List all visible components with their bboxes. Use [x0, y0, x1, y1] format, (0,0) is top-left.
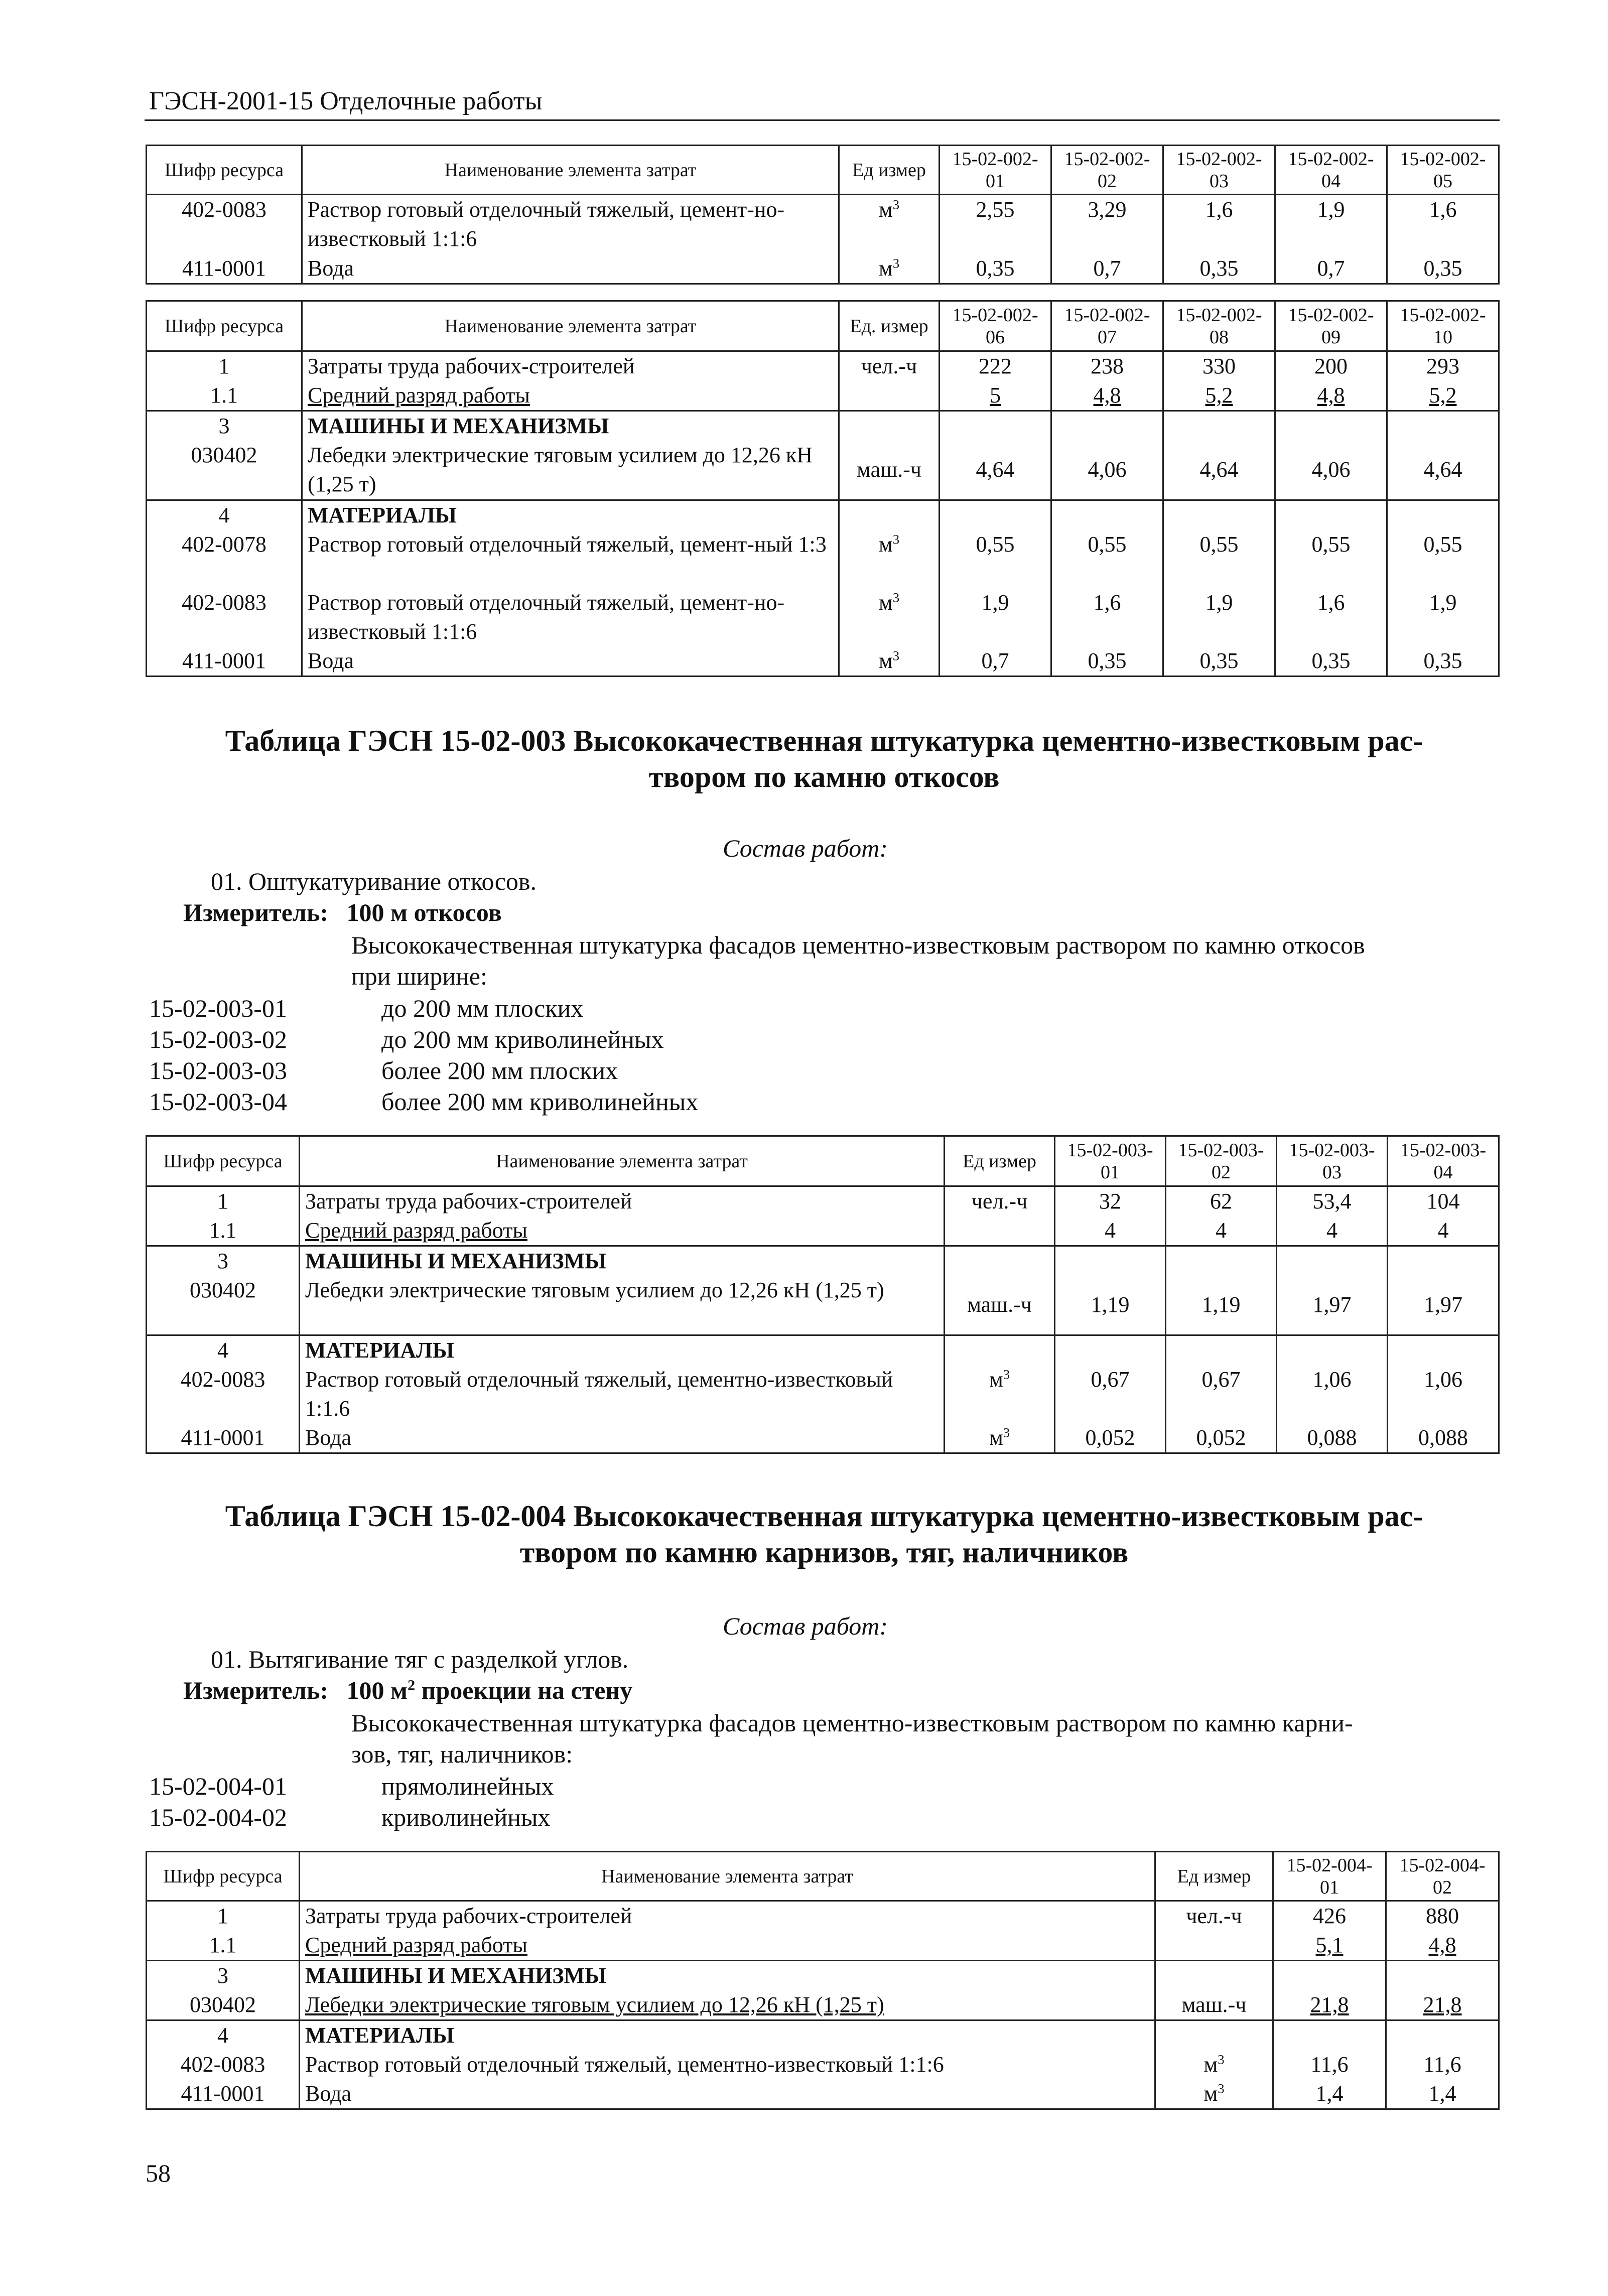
norm-value: 4,8 [1386, 1931, 1499, 1961]
norm-value: 1,9 [1275, 195, 1387, 254]
header-cell: 15-02-002-01 [940, 146, 1051, 195]
norm-value: 1,6 [1387, 195, 1499, 254]
table-row [147, 1276, 1499, 1335]
cost-element-name: Раствор готовый отделочный тяжелый, цемент-ный 1:3 [302, 530, 839, 588]
norm-value: 1,06 [1388, 1365, 1499, 1423]
unit-cell [839, 254, 940, 284]
resource-table-004 [146, 1851, 1500, 2110]
norm-description [351, 1707, 1501, 1770]
unit-superscript: 3 [892, 647, 900, 663]
work-item: 01. Оштукатуривание откосов. [211, 867, 537, 895]
norm-value: 1,9 [1387, 588, 1499, 646]
unit: м [878, 590, 893, 615]
norm-value: 32 [1055, 1186, 1166, 1217]
description-line: Высококачественная штукатурка фасадов цементно-известковым раствором по камню карни- [351, 1709, 1353, 1737]
norm-value [1055, 1335, 1166, 1365]
resource-code: 1.1 [147, 1216, 300, 1246]
norm-value: 0,55 [1051, 530, 1163, 588]
table-row [147, 381, 1499, 411]
norm-value: 0,088 [1388, 1423, 1499, 1453]
resource-code: 402-0083 [147, 2050, 300, 2079]
norm-value: 1,9 [940, 588, 1051, 646]
norm-value [1166, 1246, 1277, 1276]
cost-element-name: Средний разряд работы [300, 1216, 945, 1246]
norm-value: 1,6 [1051, 588, 1163, 646]
cost-element-name: Средний разряд работы [300, 1931, 1155, 1961]
header-cell: Наименование элемента затрат [302, 301, 839, 351]
norm-value: 1,97 [1277, 1276, 1388, 1335]
measure-value [347, 1675, 633, 1705]
header-cell: 15-02-002-06 [940, 301, 1051, 351]
table-row [147, 646, 1499, 677]
table-row [147, 1216, 1499, 1246]
norm-value [1388, 1335, 1499, 1365]
header-cell: Шифр ресурса [147, 1852, 300, 1901]
resource-code: 411-0001 [147, 254, 302, 284]
norm-value: 1,06 [1277, 1365, 1388, 1423]
measure-label: Измеритель: [183, 898, 329, 926]
resource-code: 402-0083 [147, 195, 302, 254]
table-row [147, 1246, 1499, 1276]
table-header-row [147, 1136, 1499, 1186]
norm-value [1273, 2020, 1386, 2051]
norm-value: 0,7 [1051, 254, 1163, 284]
measure-label: Измеритель: [183, 1676, 329, 1704]
cost-element-name: Вода [302, 646, 839, 677]
resource-code: 1 [147, 1901, 300, 1931]
unit: чел.-ч [945, 1186, 1055, 1217]
resource-code: 1.1 [147, 1931, 300, 1961]
header-cell: 15-02-003-03 [1277, 1136, 1388, 1186]
norm-value: 5 [940, 381, 1051, 411]
header-cell: 15-02-002-08 [1163, 301, 1275, 351]
table-row [147, 195, 1499, 254]
cost-element-name: Средний разряд работы [302, 381, 839, 411]
norm-value [1277, 1335, 1388, 1365]
table-row [147, 500, 1499, 530]
table-title-line: твором по камню карнизов, тяг, наличников [519, 1536, 1129, 1569]
unit-superscript: 3 [1218, 2081, 1225, 2096]
variant-code: 15-02-003-04 [149, 1088, 287, 1116]
unit [1155, 1931, 1273, 1961]
running-header: ГЭСН-2001-15 Отделочные работы [149, 87, 543, 115]
resource-code: 1.1 [147, 381, 302, 411]
norm-value: 4 [1166, 1216, 1277, 1246]
resource-code: 030402 [147, 1276, 300, 1335]
resource-code: 030402 [147, 441, 302, 500]
cost-element-name: Вода [302, 254, 839, 284]
unit [1155, 2020, 1273, 2051]
header-cell: 15-02-004-02 [1386, 1852, 1499, 1901]
header-cell: Ед. измер [839, 301, 940, 351]
norm-value [1051, 500, 1163, 530]
header-cell: 15-02-003-02 [1166, 1136, 1277, 1186]
unit [945, 1246, 1055, 1276]
header-cell: 15-02-002-04 [1275, 146, 1387, 195]
norm-value: 1,9 [1163, 588, 1275, 646]
norm-value [940, 411, 1051, 441]
norm-value: 0,67 [1055, 1365, 1166, 1423]
measure-suffix: проекции на стену [415, 1676, 633, 1704]
norm-value: 0,7 [940, 646, 1051, 677]
norm-value [1387, 500, 1499, 530]
header-cell: Шифр ресурса [147, 1136, 300, 1186]
norm-value [1166, 1335, 1277, 1365]
table-title-003 [149, 723, 1499, 795]
table-row [147, 1931, 1499, 1961]
norm-value: 880 [1386, 1901, 1499, 1931]
resource-code: 4 [147, 500, 302, 530]
unit: чел.-ч [839, 351, 940, 381]
resource-code: 411-0001 [147, 1423, 300, 1453]
norm-value: 426 [1273, 1901, 1386, 1931]
norm-value: 5,1 [1273, 1931, 1386, 1961]
unit: чел.-ч [1155, 1901, 1273, 1931]
header-cell: 15-02-003-04 [1388, 1136, 1499, 1186]
table-row [147, 588, 1499, 646]
variant-text: до 200 мм плоских [381, 994, 584, 1022]
header-cell: 15-02-002-02 [1051, 146, 1163, 195]
variant-text: более 200 мм плоских [381, 1056, 618, 1085]
header-cell: 15-02-004-01 [1273, 1852, 1386, 1901]
cost-element-name: Раствор готовый отделочный тяжелый, цемент-но-известковый 1:1:6 [302, 195, 839, 254]
variant-code: 15-02-003-01 [149, 994, 287, 1022]
norm-value: 0,052 [1055, 1423, 1166, 1453]
section-name: МАТЕРИАЛЫ [300, 2020, 1155, 2051]
resource-code: 402-0083 [147, 588, 302, 646]
header-cell: Ед измер [839, 146, 940, 195]
header-cell: Ед измер [1155, 1852, 1273, 1901]
norm-value: 3,29 [1051, 195, 1163, 254]
unit-superscript: 3 [1003, 1424, 1010, 1440]
table-row [147, 1961, 1499, 1991]
unit [1155, 1961, 1273, 1991]
norm-value [1163, 500, 1275, 530]
section-name: МАШИНЫ И МЕХАНИЗМЫ [300, 1961, 1155, 1991]
variant-text: до 200 мм криволинейных [381, 1025, 664, 1053]
norm-value: 1,4 [1273, 2079, 1386, 2109]
unit-superscript: 3 [892, 255, 900, 271]
unit [945, 1216, 1055, 1246]
cost-element-name: Лебедки электрические тяговым усилием до 12,26 кН (1,25 т) [300, 1990, 1155, 2020]
norm-value: 21,8 [1273, 1990, 1386, 2020]
table-row [147, 1365, 1499, 1423]
resource-table-002-b [146, 300, 1500, 677]
norm-value: 0,088 [1277, 1423, 1388, 1453]
norm-value: 1,4 [1386, 2079, 1499, 2109]
variant-code: 15-02-004-02 [149, 1803, 287, 1831]
unit-superscript: 3 [892, 589, 900, 605]
norm-value [1051, 411, 1163, 441]
norm-value: 0,35 [1051, 646, 1163, 677]
norm-value: 62 [1166, 1186, 1277, 1217]
norm-value: 0,35 [1163, 646, 1275, 677]
norm-value: 1,19 [1055, 1276, 1166, 1335]
norm-description [351, 929, 1501, 992]
norm-value [1273, 1961, 1386, 1991]
table-row [147, 441, 1499, 500]
unit-superscript: 3 [1003, 1366, 1010, 1382]
cost-element-name: Затраты труда рабочих-строителей [302, 351, 839, 381]
table-title-line: Таблица ГЭСН 15-02-004 Высококачественная штукатурка цементно-известковым рас- [225, 1500, 1423, 1533]
norm-value: 222 [940, 351, 1051, 381]
unit: м [989, 1367, 1003, 1392]
unit-cell [839, 195, 940, 254]
header-cell: 15-02-002-07 [1051, 301, 1163, 351]
measure-value-text: 100 м [346, 1676, 408, 1704]
norm-value: 0,67 [1166, 1365, 1277, 1423]
section-name: МАТЕРИАЛЫ [300, 1335, 945, 1365]
table-title-line: Таблица ГЭСН 15-02-003 Высококачественная штукатурка цементно-известковым рас- [225, 724, 1423, 757]
norm-value: 0,55 [1387, 530, 1499, 588]
description-line: Высококачественная штукатурка фасадов цементно-известковым раствором по камню откосов [351, 931, 1365, 959]
norm-value [1388, 1246, 1499, 1276]
resource-code: 1 [147, 1186, 300, 1217]
unit-cell [945, 1423, 1055, 1453]
cost-element-name: Затраты труда рабочих-строителей [300, 1901, 1155, 1931]
resource-table-003 [146, 1135, 1500, 1454]
norm-value: 4,64 [1163, 441, 1275, 500]
unit: м [989, 1425, 1003, 1450]
table-row [147, 2079, 1499, 2109]
table-row [147, 1335, 1499, 1365]
cost-element-name: Вода [300, 2079, 1155, 2109]
section-name: МАШИНЫ И МЕХАНИЗМЫ [300, 1246, 945, 1276]
unit: м [1203, 2081, 1218, 2106]
unit-cell [945, 1365, 1055, 1423]
norm-value: 330 [1163, 351, 1275, 381]
table-row [147, 411, 1499, 441]
unit-superscript: 3 [892, 531, 900, 547]
unit: м [878, 648, 893, 673]
unit-cell [1155, 2079, 1273, 2109]
header-cell: Наименование элемента затрат [300, 1136, 945, 1186]
norm-value: 5,2 [1163, 381, 1275, 411]
norm-value: 4 [1055, 1216, 1166, 1246]
norm-value [1163, 411, 1275, 441]
description-line: при ширине: [351, 962, 487, 990]
norm-value [1277, 1246, 1388, 1276]
table-header-row [147, 301, 1499, 351]
header-cell: 15-02-002-05 [1387, 146, 1499, 195]
cost-element-name: Лебедки электрические тяговым усилием до 12,26 кН (1,25 т) [302, 441, 839, 500]
unit-superscript: 3 [1218, 2052, 1225, 2067]
unit: маш.-ч [839, 441, 940, 500]
variant-text: прямолинейных [381, 1772, 554, 1800]
norm-value: 0,35 [1387, 254, 1499, 284]
unit: м [1203, 2052, 1218, 2077]
norm-value: 0,55 [1163, 530, 1275, 588]
header-cell: 15-02-003-01 [1055, 1136, 1166, 1186]
norm-value: 4,06 [1275, 441, 1387, 500]
norm-value: 4,64 [1387, 441, 1499, 500]
norm-value: 1,97 [1388, 1276, 1499, 1335]
norm-value: 0,35 [1275, 646, 1387, 677]
measure-line [183, 1675, 632, 1705]
norm-value: 4,64 [940, 441, 1051, 500]
variant-code: 15-02-004-01 [149, 1772, 287, 1800]
page-number: 58 [146, 2159, 171, 2187]
work-composition-heading: Состав работ: [723, 834, 888, 862]
cost-element-name: Вода [300, 1423, 945, 1453]
table-row [147, 1990, 1499, 2020]
unit [945, 1335, 1055, 1365]
variant-text: криволинейных [381, 1803, 551, 1831]
norm-value: 0,55 [940, 530, 1051, 588]
resource-code: 3 [147, 1246, 300, 1276]
table-row [147, 1901, 1499, 1931]
header-rule [145, 119, 1500, 121]
header-cell: Ед измер [945, 1136, 1055, 1186]
header-cell: Наименование элемента затрат [300, 1852, 1155, 1901]
unit [839, 381, 940, 411]
norm-value: 0,35 [1163, 254, 1275, 284]
header-cell: Шифр ресурса [147, 301, 302, 351]
measure-value: 100 м откосов [346, 898, 502, 926]
table-row [147, 351, 1499, 381]
cost-element-name: Затраты труда рабочих-строителей [300, 1186, 945, 1217]
norm-value: 293 [1387, 351, 1499, 381]
cost-element-name: Раствор готовый отделочный тяжелый, цемент-но-известковый 1:1:6 [302, 588, 839, 646]
unit-cell [839, 646, 940, 677]
resource-code: 4 [147, 1335, 300, 1365]
norm-value: 4 [1388, 1216, 1499, 1246]
unit: маш.-ч [945, 1276, 1055, 1335]
norm-value: 1,19 [1166, 1276, 1277, 1335]
cost-element-name: Раствор готовый отделочный тяжелый, цементно-известковый 1:1:6 [300, 2050, 1155, 2079]
table-row [147, 2050, 1499, 2079]
resource-code: 3 [147, 411, 302, 441]
norm-value: 11,6 [1386, 2050, 1499, 2079]
norm-value [1275, 411, 1387, 441]
measure-line [183, 897, 502, 927]
cost-element-name: Лебедки электрические тяговым усилием до 12,26 кН (1,25 т) [300, 1276, 945, 1335]
table-header-row [147, 1852, 1499, 1901]
norm-value: 4,8 [1051, 381, 1163, 411]
resource-code: 411-0001 [147, 2079, 300, 2109]
unit: маш.-ч [1155, 1990, 1273, 2020]
measure-superscript: 2 [408, 1677, 416, 1694]
norm-value [1387, 411, 1499, 441]
resource-code: 402-0078 [147, 530, 302, 588]
norm-value: 4,8 [1275, 381, 1387, 411]
header-cell: 15-02-002-09 [1275, 301, 1387, 351]
norm-value [1055, 1246, 1166, 1276]
header-cell: 15-02-002-03 [1163, 146, 1275, 195]
table-row [147, 2020, 1499, 2051]
norm-value [1386, 1961, 1499, 1991]
unit-cell [1155, 2050, 1273, 2079]
header-cell: Шифр ресурса [147, 146, 302, 195]
unit: м [878, 197, 893, 222]
norm-value: 4,06 [1051, 441, 1163, 500]
norm-value: 0,35 [940, 254, 1051, 284]
unit-cell [839, 588, 940, 646]
table-row [147, 254, 1499, 284]
table-title-line: твором по камню откосов [648, 760, 1000, 793]
norm-value: 0,7 [1275, 254, 1387, 284]
cost-element-name: Раствор готовый отделочный тяжелый, цементно-известковый 1:1.6 [300, 1365, 945, 1423]
work-item: 01. Вытягивание тяг с разделкой углов. [211, 1645, 629, 1673]
table-row [147, 1186, 1499, 1217]
header-cell: 15-02-002-10 [1387, 301, 1499, 351]
table-header-row [147, 146, 1499, 195]
variant-code: 15-02-003-02 [149, 1025, 287, 1053]
norm-value: 4 [1277, 1216, 1388, 1246]
work-composition-heading: Состав работ: [723, 1612, 888, 1640]
resource-code: 402-0083 [147, 1365, 300, 1423]
norm-value: 238 [1051, 351, 1163, 381]
unit [839, 500, 940, 530]
unit: м [878, 531, 893, 557]
variant-text: более 200 мм криволинейных [381, 1088, 699, 1116]
norm-value: 0,55 [1275, 530, 1387, 588]
resource-code: 030402 [147, 1990, 300, 2020]
norm-value: 0,052 [1166, 1423, 1277, 1453]
unit-cell [839, 530, 940, 588]
resource-code: 411-0001 [147, 646, 302, 677]
norm-value [1275, 500, 1387, 530]
description-line: зов, тяг, наличников: [351, 1740, 573, 1768]
resource-code: 1 [147, 351, 302, 381]
section-name: МАШИНЫ И МЕХАНИЗМЫ [302, 411, 839, 441]
norm-value: 21,8 [1386, 1990, 1499, 2020]
norm-value: 104 [1388, 1186, 1499, 1217]
norm-value: 1,6 [1275, 588, 1387, 646]
unit-superscript: 3 [892, 197, 900, 212]
norm-value: 2,55 [940, 195, 1051, 254]
resource-code: 4 [147, 2020, 300, 2051]
norm-value: 0,35 [1387, 646, 1499, 677]
table-row [147, 530, 1499, 588]
norm-value [1386, 2020, 1499, 2051]
unit: м [878, 255, 893, 281]
norm-value: 53,4 [1277, 1186, 1388, 1217]
norm-value: 200 [1275, 351, 1387, 381]
norm-value: 11,6 [1273, 2050, 1386, 2079]
table-row [147, 1423, 1499, 1453]
section-name: МАТЕРИАЛЫ [302, 500, 839, 530]
header-cell: Наименование элемента затрат [302, 146, 839, 195]
unit [839, 411, 940, 441]
variant-code: 15-02-003-03 [149, 1056, 287, 1085]
resource-table-002-a [146, 145, 1500, 285]
table-title-004 [149, 1498, 1499, 1570]
resource-code: 3 [147, 1961, 300, 1991]
norm-value [940, 500, 1051, 530]
norm-value: 5,2 [1387, 381, 1499, 411]
norm-value: 1,6 [1163, 195, 1275, 254]
